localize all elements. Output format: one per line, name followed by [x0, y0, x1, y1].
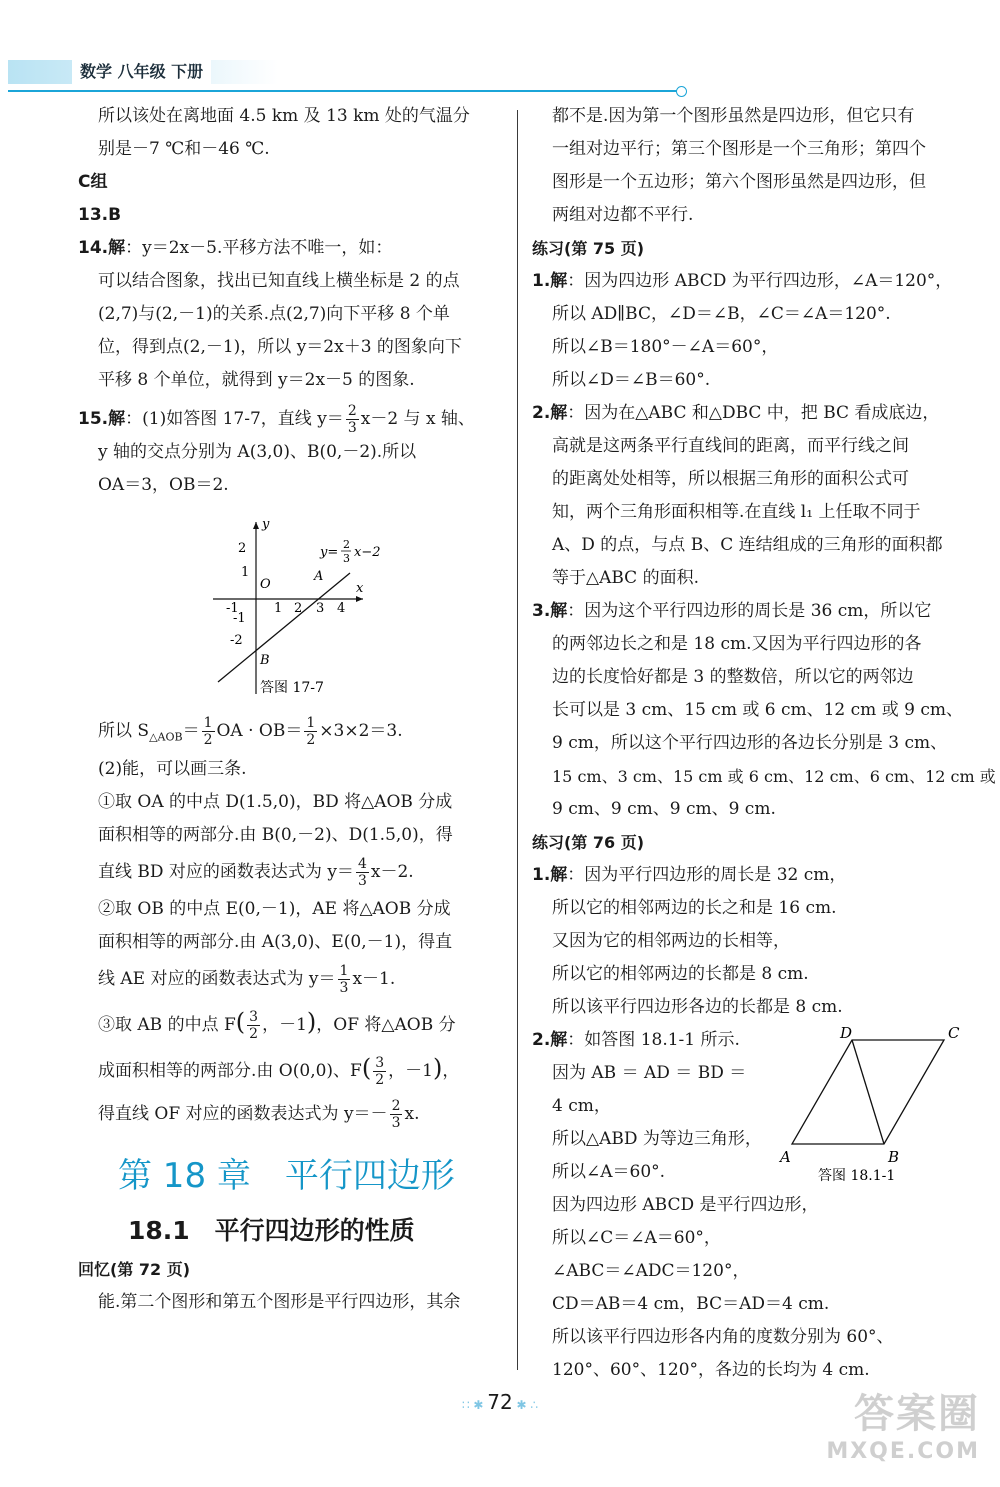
numerator: 2 — [347, 403, 357, 419]
text-run: ③取 AB 的中点 F — [98, 1015, 236, 1036]
left-column — [78, 100, 510, 1319]
text-run: x－2. — [370, 862, 414, 883]
text-line: 所以该平行四边形各内角的度数分别为 60°、 — [552, 1327, 894, 1347]
numerator: 1 — [339, 963, 349, 980]
paren: ( — [361, 1054, 372, 1083]
text-line: 能.第二个图形和第五个图形是平行四边形，其余 — [98, 1292, 461, 1313]
text-line: (2,7)与(2,－1)的关系.点(2,7)向下平移 8 个单 — [98, 304, 450, 324]
x-tick-label: -1 — [226, 601, 239, 616]
numerator: 3 — [375, 1055, 385, 1072]
q-number: 3.解 — [532, 601, 568, 621]
text-line: 边的长度恰好都是 3 的整数倍，所以它的两邻边 — [552, 667, 914, 687]
text-run: ，－1 — [262, 1015, 307, 1036]
right-column — [532, 100, 996, 1387]
answer-14 — [78, 232, 510, 265]
text-line: 的距离处处相等，所以根据三角形的面积公式可 — [552, 469, 909, 489]
denominator: 3 — [357, 873, 367, 890]
header-rule-dot — [676, 86, 687, 97]
answer-2 — [532, 1024, 740, 1057]
text-line: ①取 OA 的中点 D(1.5,0)，BD 将△AOB 分成 — [98, 792, 453, 813]
text-line: 所以∠D＝∠B＝60°. — [552, 370, 711, 390]
equation-denominator: 3 — [343, 552, 350, 565]
y-tick-label: 1 — [241, 565, 250, 580]
y-tick-label: 2 — [238, 541, 247, 556]
fraction — [356, 856, 369, 889]
text-line: 因为四边形 ABCD 是平行四边形， — [552, 1195, 819, 1215]
answer-13: 13.B — [78, 205, 122, 225]
text-line — [78, 1052, 510, 1088]
text-line: 的两邻边长之和是 18 cm.又因为平行四边形的各 — [552, 634, 922, 654]
denominator: 2 — [375, 1072, 385, 1089]
denominator: 2 — [249, 1026, 259, 1043]
answer-1 — [532, 859, 972, 892]
numerator: 3 — [249, 1009, 259, 1026]
text-run: ：如答图 18.1-1 所示. — [567, 1030, 740, 1050]
fraction — [247, 1009, 260, 1042]
text-line: 所以△ABD 为等边三角形， — [552, 1129, 762, 1149]
text-run: 得直线 OF 对应的函数表达式为 y＝－ — [98, 1104, 388, 1125]
text-line: 别是－7 ℃和－46 ℃. — [98, 139, 270, 159]
text-run: x－1. — [352, 969, 396, 990]
text-line: 等于△ABC 的面积. — [552, 568, 699, 588]
group-heading: C组 — [78, 172, 108, 192]
text-line: 所以 AD∥BC，∠D＝∠B，∠C＝∠A＝120°. — [552, 304, 891, 324]
denominator: 3 — [347, 420, 357, 436]
watermark-url: MXQE.COM — [826, 1439, 980, 1464]
q-number: 14.解 — [78, 238, 126, 258]
text-line: 面积相等的两部分.由 B(0,－2)、D(1.5,0)，得 — [98, 825, 453, 846]
fraction — [346, 403, 359, 436]
text-line — [78, 963, 510, 996]
diagonal-bd — [852, 1040, 884, 1144]
denominator: 2 — [203, 732, 213, 748]
point-a-label: A — [314, 569, 324, 584]
vertex-c-label: C — [948, 1024, 960, 1042]
text-line: 所以该处在离地面 4.5 km 及 13 km 处的气温分 — [98, 106, 470, 126]
y-tick-label: -2 — [230, 633, 243, 648]
text-line: ②取 OB 的中点 E(0,－1)，AE 将△AOB 分成 — [98, 899, 451, 920]
text-run: ：(1)如答图 17-7，直线 y＝ — [125, 409, 344, 429]
text-line: CD＝AB＝4 cm，BC＝AD＝4 cm. — [552, 1294, 830, 1314]
x-axis-label: x — [356, 581, 364, 596]
text-line: 又因为它的相邻两边的长相等， — [552, 931, 790, 951]
equation-label: y= — [320, 545, 339, 560]
text-run: ：因为四边形 ABCD 为平行四边形，∠A＝120°， — [567, 271, 953, 291]
recall-heading: 回忆(第 72 页) — [78, 1260, 191, 1280]
text-run: x. — [404, 1104, 420, 1125]
exercise-heading: 练习(第 75 页) — [532, 239, 645, 258]
text-run: ×3×2＝3. — [319, 721, 403, 741]
text-line: y 轴的交点分别为 A(3,0)、B(0,－2).所以 — [98, 442, 417, 462]
text-run: 线 AE 对应的函数表达式为 y＝ — [98, 969, 336, 990]
denominator: 2 — [306, 732, 316, 748]
text-line: ∠ABC＝∠ADC＝120°， — [552, 1261, 750, 1281]
column-divider — [517, 110, 518, 1370]
text-run: OA · OB＝ — [216, 721, 303, 741]
text-line: 长可以是 3 cm、15 cm 或 6 cm、12 cm 或 9 cm、 — [552, 700, 963, 720]
q-number: 2.解 — [532, 403, 568, 423]
text-line: 都不是.因为第一个图形虽然是四边形，但它只有 — [552, 106, 915, 126]
text-line: 高就是这两条平行直线间的距离，而平行线之间 — [552, 436, 909, 456]
text-line: 平移 8 个单位，就得到 y＝2x－5 的图象. — [98, 370, 415, 390]
fraction — [338, 963, 351, 996]
text-line: 所以该平行四边形各边的长都是 8 cm. — [552, 997, 843, 1017]
equation-numerator: 2 — [343, 538, 350, 551]
text-line — [78, 1006, 510, 1042]
ornament-icon: ∷ ✱ — [461, 1398, 488, 1412]
fraction — [202, 715, 215, 748]
q-number: 1.解 — [532, 271, 568, 291]
exercise-heading: 练习(第 76 页) — [532, 833, 645, 852]
watermark-logo: 答案圈 — [854, 1391, 980, 1437]
x-tick-label: 1 — [274, 601, 283, 616]
area-line — [78, 715, 510, 753]
text-run: ：因为在△ABC 和△DBC 中，把 BC 看成底边， — [567, 403, 940, 423]
text-line: 所以它的相邻两边的长都是 8 cm. — [552, 964, 809, 984]
coordinate-graph — [78, 502, 510, 707]
fraction — [373, 1055, 386, 1088]
figure-caption: 答图 17-7 — [260, 680, 324, 696]
ornament-icon: ✱ ∴ — [512, 1398, 539, 1412]
text-line: 所以∠C＝∠A＝60°， — [552, 1228, 721, 1248]
paren: ( — [235, 1008, 246, 1037]
graph-figure — [78, 502, 510, 707]
figure-caption: 答图 18.1-1 — [818, 1168, 896, 1184]
text-run: ：因为这个平行四边形的周长是 36 cm，所以它 — [567, 601, 932, 621]
x-tick-label: 4 — [337, 601, 346, 616]
text-line: 15 cm、3 cm、15 cm 或 6 cm、12 cm、6 cm、12 cm 或 — [552, 767, 996, 786]
text-line: 图形是一个五边形；第六个图形虽然是四边形，但 — [552, 172, 926, 192]
text-line: 一组对边平行；第三个图形是一个三角形；第四个 — [552, 139, 926, 159]
text-line: OA＝3，OB＝2. — [98, 475, 229, 495]
numerator: 1 — [306, 715, 316, 731]
page-number-text: 72 — [487, 1390, 513, 1414]
section-title: 18.1 平行四边形的性质 — [128, 1216, 415, 1246]
y-axis-label: y — [262, 517, 270, 532]
denominator: 3 — [391, 1115, 401, 1132]
text-line: 可以结合图象，找出已知直线上横坐标是 2 的点 — [98, 271, 460, 291]
header-rule — [8, 90, 680, 92]
text-line: 两组对边都不平行. — [552, 205, 694, 225]
subscript: △AOB — [149, 730, 183, 744]
y-axis-arrow — [253, 522, 259, 529]
answer-3 — [532, 595, 972, 628]
text-line: 面积相等的两部分.由 A(3,0)、E(0,－1)，得直 — [98, 932, 453, 953]
text-run: ：因为平行四边形的周长是 32 cm， — [567, 865, 847, 885]
text-line: 所以它的相邻两边的长之和是 16 cm. — [552, 898, 837, 918]
vertex-d-label: D — [840, 1024, 853, 1042]
page-header — [0, 0, 1000, 95]
header-title: 数学 八年级 下册 — [72, 60, 211, 84]
text-line: 位，得到点(2,－1)，所以 y＝2x＋3 的图象向下 — [98, 337, 462, 357]
text-line: 9 cm、9 cm、9 cm、9 cm. — [552, 799, 776, 819]
numerator: 2 — [391, 1098, 401, 1115]
text-run: ＝ — [182, 721, 200, 741]
paren: ) — [306, 1008, 317, 1037]
text-line: (2)能，可以画三条. — [98, 759, 247, 780]
text-run: x－2 与 x 轴、 — [360, 409, 475, 429]
text-run: 所以 S — [98, 721, 150, 741]
text-line: 9 cm，所以这个平行四边形的各边长分别是 3 cm、 — [552, 733, 948, 753]
fraction — [390, 1098, 403, 1131]
vertex-a-label: A — [780, 1148, 791, 1166]
fraction — [304, 715, 317, 748]
text-line — [78, 1098, 510, 1131]
parallelogram-figure — [772, 1024, 972, 1184]
answer-15 — [78, 403, 510, 436]
q-number: 2.解 — [532, 1030, 568, 1050]
numerator: 4 — [357, 856, 367, 873]
text-line: 知，两个三角形面积相等.在直线 l₁ 上任取不同于 — [552, 502, 921, 522]
text-line: 因为 AB ＝ AD ＝ BD ＝ — [552, 1063, 747, 1083]
answer-1 — [532, 265, 972, 298]
text-line — [78, 856, 510, 889]
text-line: 120°、60°、120°，各边的长均为 4 cm. — [552, 1360, 870, 1380]
text-run: ， — [442, 1061, 460, 1082]
text-line: A、D 的点，与点 B、C 连结组成的三角形的面积都 — [552, 535, 943, 555]
denominator: 3 — [339, 980, 349, 997]
text-run: ，OF 将△AOB 分 — [316, 1015, 456, 1036]
text-run: ，－1 — [388, 1061, 433, 1082]
x-tick-label: 2 — [294, 601, 303, 616]
equation-rest: x−2 — [354, 545, 381, 560]
text-run: 直线 BD 对应的函数表达式为 y＝ — [98, 862, 354, 883]
origin-label: O — [260, 577, 271, 592]
text-run: 成面积相等的两部分.由 O(0,0)、F — [98, 1061, 362, 1082]
graph-line — [218, 573, 350, 682]
paren: ) — [432, 1054, 443, 1083]
x-tick-label: 3 — [316, 601, 325, 616]
text-line: 所以∠B＝180°－∠A＝60°， — [552, 337, 779, 357]
watermark — [780, 1390, 980, 1466]
q-number: 15.解 — [78, 409, 126, 429]
text-line: 4 cm， — [552, 1096, 611, 1116]
numerator: 1 — [203, 715, 213, 731]
answer-2 — [532, 397, 972, 430]
point-b-label: B — [260, 653, 270, 668]
chapter-title: 第 18 章 平行四边形 — [118, 1156, 455, 1197]
text-run: ：y＝2x－5.平移方法不唯一，如： — [125, 238, 393, 258]
text-line: 所以∠A＝60°. — [552, 1162, 666, 1182]
q-number: 1.解 — [532, 865, 568, 885]
answer-2-block — [532, 1024, 972, 1189]
y-tick-label: -1 — [233, 611, 246, 626]
x-axis-arrow — [356, 596, 363, 602]
vertex-b-label: B — [888, 1148, 900, 1166]
